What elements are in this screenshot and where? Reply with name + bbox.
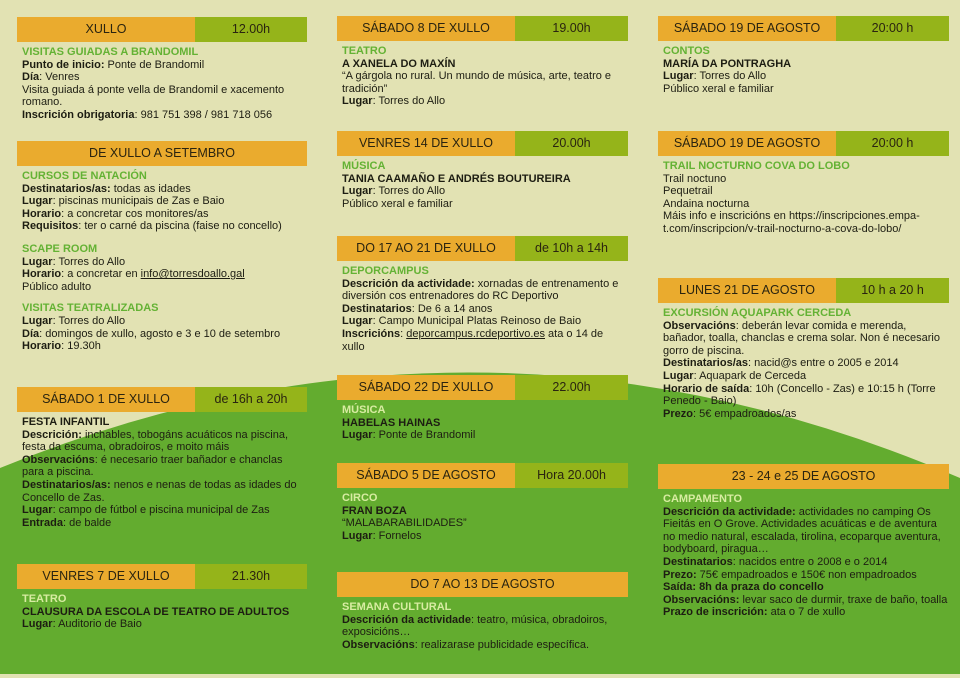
detail-text: : Torres do Allo bbox=[372, 95, 446, 108]
detail-link[interactable]: info@torresdoallo.gal bbox=[140, 268, 245, 281]
detail-text: Visita guiada á ponte vella de Brandomil e xacemento romano. bbox=[22, 83, 285, 109]
detail-text: Público adulto bbox=[22, 280, 92, 293]
section-subtitle: MARÍA DA PONTRAGHA bbox=[663, 57, 792, 70]
detail-label: Punto de inicio: bbox=[22, 58, 105, 71]
event-body bbox=[658, 303, 949, 420]
detail-label: Lugar bbox=[22, 195, 53, 208]
detail-line bbox=[342, 70, 628, 95]
detail-label: Observacións bbox=[22, 453, 95, 466]
detail-line bbox=[22, 84, 307, 109]
event-section bbox=[22, 302, 307, 352]
event-header bbox=[17, 141, 307, 166]
detail-label: Lugar bbox=[22, 255, 53, 268]
detail-label: Horario de saída bbox=[663, 382, 750, 395]
event-date: SÁBADO 8 DE XULLO bbox=[337, 16, 515, 41]
detail-label: Lugar bbox=[342, 95, 373, 108]
section-title: MÚSICA bbox=[342, 160, 386, 172]
detail-line bbox=[663, 581, 949, 594]
detail-label: Horario bbox=[22, 340, 62, 353]
event-date: XULLO bbox=[17, 17, 195, 42]
section-title: TRAIL NOCTURNO COVA DO LOBO bbox=[663, 160, 850, 172]
event-header bbox=[17, 387, 307, 412]
section-title: CONTOS bbox=[663, 45, 710, 57]
detail-line bbox=[22, 479, 307, 504]
detail-text: Andaina nocturna bbox=[663, 197, 750, 210]
section-subtitle: CLAUSURA DA ESCOLA DE TEATRO DE ADULTOS bbox=[22, 605, 290, 618]
detail-text: Ponte de Brandomil bbox=[104, 58, 205, 71]
detail-line bbox=[663, 185, 949, 198]
event-time: 20.00h bbox=[515, 131, 628, 156]
event-time: 10 h a 20 h bbox=[836, 278, 949, 303]
detail-label: Prezo bbox=[663, 407, 693, 420]
detail-line bbox=[663, 408, 949, 421]
detail-text: : 19.30h bbox=[61, 340, 101, 353]
detail-line bbox=[663, 569, 949, 582]
detail-text: : 10h (Concello - Zas) e 10:15 h (Torre Penedo - Baio) bbox=[663, 382, 936, 408]
detail-text: : ter o carné da piscina (faise no concello) bbox=[78, 220, 282, 233]
event-header bbox=[337, 375, 628, 400]
event-header bbox=[17, 564, 307, 589]
detail-label: Lugar bbox=[663, 369, 694, 382]
detail-label: Día bbox=[22, 71, 40, 84]
detail-line bbox=[342, 303, 628, 316]
event-header bbox=[337, 131, 628, 156]
event-body bbox=[658, 41, 949, 95]
detail-line bbox=[342, 639, 628, 652]
section-title: CURSOS DE NATACIÓN bbox=[22, 170, 147, 182]
event-block bbox=[658, 464, 949, 619]
detail-line bbox=[22, 220, 307, 233]
section-subtitle: FESTA INFANTIL bbox=[22, 416, 110, 428]
detail-line bbox=[22, 71, 307, 84]
detail-label: Prazo de inscrición: bbox=[663, 606, 768, 619]
detail-line bbox=[22, 268, 307, 281]
event-block bbox=[337, 16, 628, 108]
detail-text: : Venres bbox=[39, 71, 80, 84]
detail-label: Observacións: bbox=[663, 593, 740, 606]
event-block bbox=[337, 463, 628, 542]
detail-text: nenos e nenas de todas as idades do Concello de Zas. bbox=[22, 478, 297, 504]
detail-line bbox=[342, 328, 628, 353]
detail-text: “A gárgola no rural. Un mundo de música, arte, teatro e tradición” bbox=[342, 70, 612, 95]
detail-line bbox=[663, 70, 949, 83]
detail-label: Observacións bbox=[663, 319, 736, 332]
event-block bbox=[17, 17, 307, 122]
event-date: DO 7 AO 13 DE AGOSTO bbox=[337, 572, 628, 597]
event-block bbox=[337, 572, 628, 651]
detail-link[interactable]: deporcampus.rcdeportivo.es bbox=[406, 327, 545, 340]
event-body bbox=[337, 156, 628, 210]
event-section bbox=[22, 593, 307, 631]
detail-text: : campo de fútbol e piscina municipal de Zas bbox=[52, 504, 270, 517]
detail-label: Destinatarios bbox=[342, 302, 412, 315]
detail-label: Observacións bbox=[342, 638, 415, 651]
detail-label: Destinatarios/as: bbox=[22, 182, 111, 195]
detail-text: 75€ empadroados e 150€ non empadroados bbox=[696, 568, 917, 581]
detail-label: Día bbox=[22, 327, 40, 340]
detail-label: Horario bbox=[22, 268, 62, 281]
section-title: DEPORCAMPUS bbox=[342, 265, 429, 277]
detail-line bbox=[342, 95, 628, 108]
detail-text: : Torres do Allo bbox=[693, 70, 767, 83]
detail-line bbox=[342, 517, 628, 530]
event-time: 20:00 h bbox=[836, 16, 949, 41]
detail-label: Descrición: bbox=[22, 428, 82, 441]
detail-text: : Aquapark de Cerceda bbox=[693, 369, 807, 382]
detail-text: ata o 7 de xullo bbox=[767, 606, 846, 619]
event-body bbox=[337, 41, 628, 108]
detail-text: : Campo Municipal Platas Reinoso de Baio bbox=[372, 315, 582, 328]
detail-line bbox=[663, 370, 949, 383]
detail-text: : Torres do Allo bbox=[52, 255, 126, 268]
detail-text: Trail noctuno bbox=[663, 172, 727, 185]
detail-text: : a concretar cos monitores/as bbox=[61, 207, 209, 220]
event-header bbox=[337, 463, 628, 488]
detail-line bbox=[22, 517, 307, 530]
section-subtitle: HABELAS HAINAS bbox=[342, 416, 441, 429]
event-date: VENRES 7 DE XULLO bbox=[17, 564, 195, 589]
section-title: SEMANA CULTURAL bbox=[342, 601, 452, 613]
detail-line bbox=[663, 506, 949, 556]
event-section bbox=[663, 45, 949, 95]
detail-text: : domingos de xullo, agosto e 3 e 10 de setembro bbox=[39, 327, 281, 340]
event-block bbox=[658, 16, 949, 95]
detail-label: Lugar bbox=[663, 70, 694, 83]
detail-label: Inscrición obrigatoria bbox=[22, 108, 135, 121]
detail-line bbox=[22, 59, 307, 72]
event-section bbox=[342, 492, 628, 542]
event-body bbox=[337, 597, 628, 651]
event-date: SÁBADO 19 DE AGOSTO bbox=[658, 16, 836, 41]
event-block bbox=[658, 278, 949, 420]
detail-text: : realizarase publicidade específica. bbox=[414, 638, 590, 651]
section-title: TEATRO bbox=[342, 45, 387, 57]
section-title: CIRCO bbox=[342, 492, 378, 504]
event-date: SÁBADO 19 DE AGOSTO bbox=[658, 131, 836, 156]
event-section bbox=[22, 170, 307, 233]
detail-text: ata o 14 de xullo bbox=[342, 327, 604, 353]
detail-text: : a concretar en bbox=[61, 268, 141, 281]
event-header bbox=[658, 16, 949, 41]
detail-label: Horario bbox=[22, 207, 62, 220]
detail-line bbox=[663, 320, 949, 358]
detail-text: : de balde bbox=[62, 516, 112, 529]
event-time: Hora 20.00h bbox=[515, 463, 628, 488]
event-date: LUNES 21 DE AGOSTO bbox=[658, 278, 836, 303]
detail-label: Requisitos bbox=[22, 220, 79, 233]
event-body bbox=[337, 488, 628, 542]
detail-text: : Ponte de Brandomil bbox=[372, 429, 476, 442]
event-block bbox=[337, 236, 628, 353]
detail-text: : Torres do Allo bbox=[372, 185, 446, 198]
detail-label: Saída: 8h da praza do concello bbox=[663, 581, 824, 594]
event-header bbox=[337, 16, 628, 41]
section-subtitle: FRAN BOZA bbox=[342, 504, 407, 517]
detail-text: : deberán levar comida e merenda, bañador, toalla, chanclas e crema solar. Non é necesario gorro de piscina. bbox=[663, 319, 940, 357]
detail-line bbox=[663, 594, 949, 607]
event-header bbox=[658, 464, 949, 489]
detail-text: : Fornelos bbox=[372, 529, 422, 542]
event-time: 20:00 h bbox=[836, 131, 949, 156]
section-title: VISITAS GUIADAS A BRANDOMIL bbox=[22, 46, 199, 58]
event-block bbox=[337, 131, 628, 210]
event-date: SÁBADO 22 DE XULLO bbox=[337, 375, 515, 400]
event-body bbox=[17, 166, 307, 353]
detail-line bbox=[342, 315, 628, 328]
detail-line bbox=[22, 618, 307, 631]
detail-text: : De 6 a 14 anos bbox=[411, 302, 493, 315]
event-time: 19.00h bbox=[515, 16, 628, 41]
detail-text: : teatro, música, obradoiros, exposicións… bbox=[342, 613, 608, 639]
detail-line bbox=[342, 185, 628, 198]
detail-text: : nacid@s entre o 2005 e 2014 bbox=[747, 357, 899, 370]
event-header bbox=[337, 236, 628, 261]
detail-label: Lugar bbox=[342, 315, 373, 328]
detail-line bbox=[663, 556, 949, 569]
event-body bbox=[17, 412, 307, 529]
detail-text: : nacidos entre o 2008 e o 2014 bbox=[732, 555, 888, 568]
detail-line bbox=[663, 83, 949, 96]
detail-line bbox=[663, 198, 949, 211]
event-body bbox=[658, 156, 949, 236]
event-section bbox=[663, 160, 949, 236]
detail-line bbox=[342, 530, 628, 543]
section-title: SCAPE ROOM bbox=[22, 242, 98, 255]
event-date: VENRES 14 DE XULLO bbox=[337, 131, 515, 156]
detail-line bbox=[22, 195, 307, 208]
detail-text: : 5€ empadroados/as bbox=[692, 407, 797, 420]
detail-line bbox=[22, 429, 307, 454]
event-body bbox=[337, 261, 628, 353]
event-header bbox=[337, 572, 628, 597]
event-block bbox=[337, 375, 628, 442]
event-section bbox=[22, 416, 307, 529]
detail-label: Descrición da actividade bbox=[342, 613, 471, 626]
detail-line bbox=[22, 328, 307, 341]
detail-text: : é necesario traer bañador e chanclas para a piscina. bbox=[22, 453, 283, 479]
event-header bbox=[658, 131, 949, 156]
detail-label: Lugar bbox=[22, 314, 53, 327]
detail-text: “MALABARABILIDADES” bbox=[342, 517, 467, 530]
detail-label: Inscricións bbox=[342, 327, 401, 340]
section-title: TEATRO bbox=[22, 593, 67, 605]
detail-text: inchables, tobogáns acuáticos na piscina, festa da escuma, obradoiros, e moito máis bbox=[22, 428, 288, 454]
event-body bbox=[17, 589, 307, 631]
event-section bbox=[663, 493, 949, 619]
event-date: SÁBADO 5 DE AGOSTO bbox=[337, 463, 515, 488]
detail-label: Destinatarios/as bbox=[663, 357, 748, 370]
detail-line bbox=[663, 383, 949, 408]
section-subtitle: A XANELA DO MAXÍN bbox=[342, 57, 456, 70]
event-block bbox=[658, 131, 949, 236]
event-date: 23 - 24 e 25 DE AGOSTO bbox=[658, 464, 949, 489]
event-date: SÁBADO 1 DE XULLO bbox=[17, 387, 195, 412]
event-time: 12.00h bbox=[195, 17, 307, 42]
detail-label: Descrición da actividade: bbox=[342, 277, 475, 290]
event-time: 22.00h bbox=[515, 375, 628, 400]
detail-label: Entrada bbox=[22, 516, 63, 529]
detail-line bbox=[663, 173, 949, 186]
event-header bbox=[17, 17, 307, 42]
event-header bbox=[658, 278, 949, 303]
event-section bbox=[342, 601, 628, 651]
detail-line bbox=[22, 340, 307, 353]
detail-label: Destinatarios/as: bbox=[22, 478, 111, 491]
event-section bbox=[342, 265, 628, 353]
detail-label: Lugar bbox=[342, 529, 373, 542]
detail-label: Descrición da actividade: bbox=[663, 505, 796, 518]
detail-text: : Auditorio de Baio bbox=[52, 618, 142, 631]
event-time: 21.30h bbox=[195, 564, 307, 589]
event-body bbox=[337, 400, 628, 442]
detail-line bbox=[22, 183, 307, 196]
event-section bbox=[22, 243, 307, 293]
detail-label: Destinatarios bbox=[663, 555, 733, 568]
section-title: EXCURSIÓN AQUAPARK CERCEDA bbox=[663, 307, 852, 319]
event-date: DO 17 AO 21 DE XULLO bbox=[337, 236, 515, 261]
detail-line bbox=[663, 210, 949, 235]
detail-label: Lugar bbox=[22, 618, 53, 631]
detail-text: : piscinas municipais de Zas e Baio bbox=[52, 195, 225, 208]
detail-label: Lugar bbox=[22, 504, 53, 517]
detail-label: Prezo: bbox=[663, 568, 697, 581]
detail-line bbox=[342, 429, 628, 442]
section-title: CAMPAMENTO bbox=[663, 493, 743, 505]
event-section bbox=[663, 307, 949, 420]
detail-text: levar saco de durmir, traxe de baño, toalla bbox=[739, 593, 948, 606]
event-section bbox=[342, 45, 628, 108]
detail-label: Lugar bbox=[342, 429, 373, 442]
detail-text: Máis info e inscricións en https://inscripciones.empa-t.com/inscripcion/v-trail-nocturno-a-cova-do-lobo/ bbox=[663, 210, 920, 235]
event-block bbox=[17, 564, 307, 631]
detail-line bbox=[342, 198, 628, 211]
detail-line bbox=[22, 109, 307, 122]
detail-line bbox=[22, 281, 307, 294]
detail-text: : Torres do Allo bbox=[52, 314, 126, 327]
detail-text: Público xeral e familiar bbox=[663, 82, 774, 95]
detail-label: Lugar bbox=[342, 185, 373, 198]
detail-text: : bbox=[400, 327, 407, 340]
detail-line bbox=[22, 208, 307, 221]
section-subtitle: TANIA CAAMAÑO E ANDRÉS BOUTUREIRA bbox=[342, 172, 571, 185]
detail-line bbox=[342, 278, 628, 303]
detail-line bbox=[663, 357, 949, 370]
section-title: MÚSICA bbox=[342, 404, 386, 416]
detail-text: : 981 751 398 / 981 718 056 bbox=[134, 108, 273, 121]
event-time: de 16h a 20h bbox=[195, 387, 307, 412]
section-title: VISITAS TEATRALIZADAS bbox=[22, 302, 159, 315]
event-section bbox=[22, 46, 307, 122]
event-date: DE XULLO A SETEMBRO bbox=[17, 141, 307, 166]
event-block bbox=[17, 387, 307, 529]
detail-line bbox=[22, 504, 307, 517]
detail-line bbox=[22, 256, 307, 269]
event-section bbox=[342, 404, 628, 442]
event-time: de 10h a 14h bbox=[515, 236, 628, 261]
detail-text: Pequetrail bbox=[663, 185, 713, 198]
detail-text: todas as idades bbox=[110, 182, 191, 195]
event-section bbox=[342, 160, 628, 210]
event-body bbox=[17, 42, 307, 122]
detail-text: Público xeral e familiar bbox=[342, 197, 453, 210]
detail-text: xornadas de entrenamento e diversión cos entrenadores do RC Deportivo bbox=[342, 277, 619, 303]
detail-line bbox=[22, 454, 307, 479]
detail-line bbox=[22, 315, 307, 328]
event-body bbox=[658, 489, 949, 619]
detail-text: actividades no camping Os Fieitás en O Grove. Actividades acuáticas e de aventura no medio natural, escalada, tirolina, ecoparque aventura, bodyboard, piragua… bbox=[663, 505, 941, 556]
detail-line bbox=[342, 614, 628, 639]
event-block bbox=[17, 141, 307, 353]
detail-line bbox=[663, 606, 949, 619]
